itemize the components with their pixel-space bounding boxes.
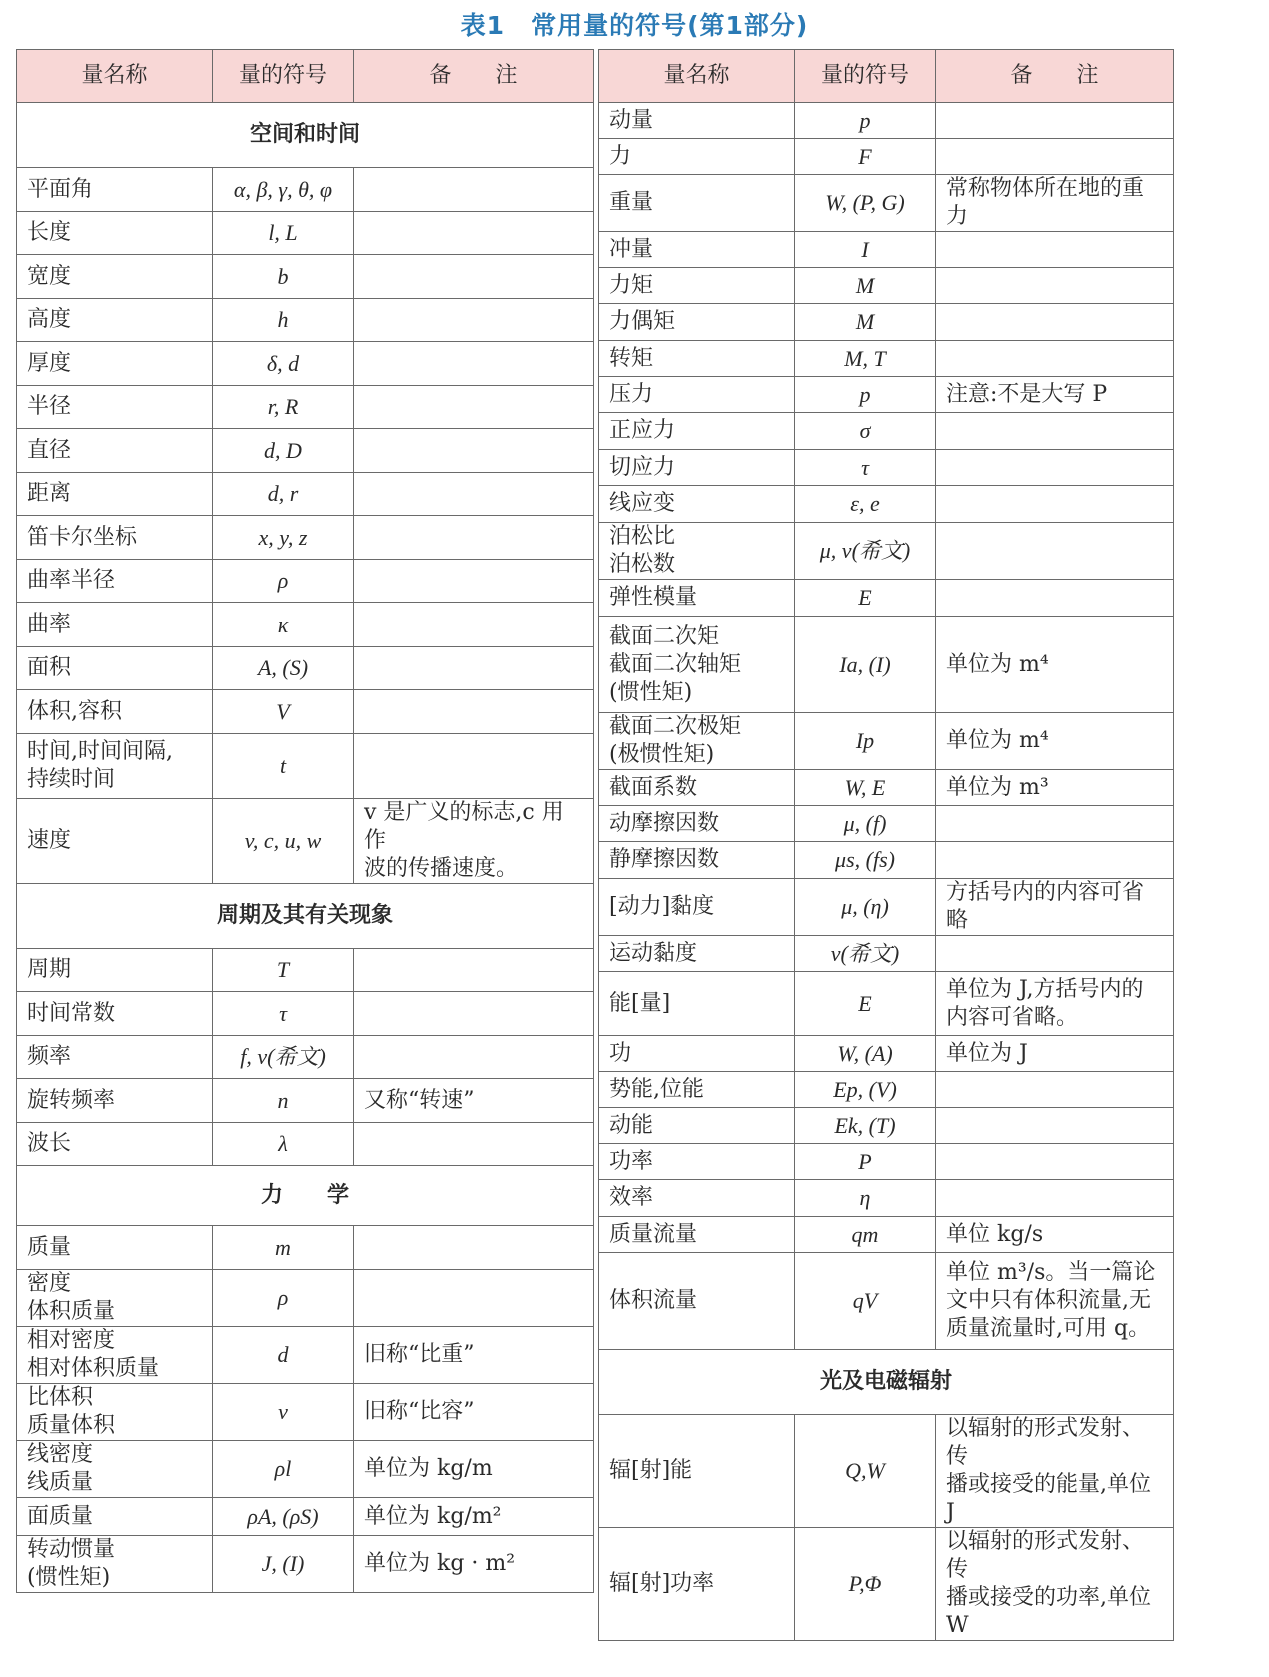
remark-cell: 单位 m³/s。当一篇论 文中只有体积流量,无 质量流量时,可用 q。 [936,1253,1174,1350]
quantity-symbol-cell: W, (P, G) [795,175,936,232]
remark-cell [354,1123,594,1166]
quantity-symbol-cell: η [795,1180,936,1217]
table-row [599,1180,1174,1217]
table-row [599,1415,1174,1528]
quantity-symbol-cell: f, ν(希文) [213,1036,354,1079]
remark-cell [354,647,594,690]
remark-cell [354,429,594,473]
table-row [599,1528,1174,1641]
header-name: 量名称 [599,50,795,103]
quantity-name-cell: 波长 [17,1123,213,1166]
quantity-symbol-cell: W, (A) [795,1036,936,1072]
section-heading: 光及电磁辐射 [599,1350,1174,1415]
remark-cell [936,1108,1174,1144]
quantity-symbol-cell: λ [213,1123,354,1166]
quantity-name-cell: 泊松比 泊松数 [599,523,795,580]
table-row [599,103,1174,139]
quantity-symbol-cell: κ [213,603,354,647]
quantity-name-cell: 功率 [599,1144,795,1180]
quantity-name-cell: 距离 [17,473,213,516]
quantity-symbol-cell: d, r [213,473,354,516]
remark-cell [354,473,594,516]
table-row [17,386,594,429]
quantity-symbol-cell: Ia, (I) [795,617,936,713]
quantity-name-cell: 截面系数 [599,770,795,806]
table-row [17,992,594,1036]
quantity-name-cell: 动量 [599,103,795,139]
header-symbol: 量的符号 [795,50,936,103]
remark-cell [354,168,594,212]
remark-cell [354,690,594,734]
table-row [599,1253,1174,1350]
table-row [599,842,1174,879]
remark-cell [936,806,1174,842]
quantity-symbol-cell: Ip [795,713,936,770]
quantity-name-cell: 正应力 [599,413,795,450]
table-row [599,713,1174,770]
table-row [599,580,1174,617]
remark-cell [354,992,594,1036]
table-row [17,1327,594,1384]
quantity-name-cell: 曲率 [17,603,213,647]
quantity-symbol-cell: M, T [795,341,936,377]
quantity-symbol-cell: n [213,1079,354,1123]
quantity-symbol-cell: v, c, u, w [213,799,354,884]
quantity-symbol-cell: μ, ν(希文) [795,523,936,580]
remark-cell [354,603,594,647]
quantity-name-cell: 体积流量 [599,1253,795,1350]
quantity-name-cell: 线密度 线质量 [17,1441,213,1498]
quantity-name-cell: 平面角 [17,168,213,212]
table-row [17,799,594,884]
remark-cell [936,413,1174,450]
remark-cell: 旧称“比重” [354,1327,594,1384]
quantity-name-cell: 厚度 [17,342,213,386]
quantity-symbol-cell: d [213,1327,354,1384]
remark-cell [936,341,1174,377]
quantity-name-cell: 弹性模量 [599,580,795,617]
quantity-symbol-cell: A, (S) [213,647,354,690]
quantity-name-cell: 时间常数 [17,992,213,1036]
quantity-name-cell: 冲量 [599,232,795,268]
quantity-name-cell: 密度 体积质量 [17,1270,213,1327]
section-row [17,103,594,168]
left-table [16,49,594,1593]
quantity-name-cell: 效率 [599,1180,795,1217]
table-row [17,734,594,799]
table-row [17,560,594,603]
quantity-symbol-cell: qV [795,1253,936,1350]
quantity-symbol-cell: r, R [213,386,354,429]
quantity-name-cell: 频率 [17,1036,213,1079]
header-symbol: 量的符号 [213,50,354,103]
table-row [17,1079,594,1123]
right-table [598,49,1174,1641]
quantity-symbol-cell: Ep, (V) [795,1072,936,1108]
table-row [17,299,594,342]
remark-cell: 又称“转速” [354,1079,594,1123]
table-row [599,450,1174,486]
remark-cell: 单位为 kg/m² [354,1498,594,1536]
remark-cell: 单位为 kg/m [354,1441,594,1498]
quantity-name-cell: 辐[射]能 [599,1415,795,1528]
quantity-name-cell: 转动惯量 (惯性矩) [17,1536,213,1593]
remark-cell: 单位为 J,方括号内的 内容可省略。 [936,972,1174,1036]
remark-cell: 单位为 m³ [936,770,1174,806]
quantity-symbol-cell: ρ [213,560,354,603]
remark-cell [936,268,1174,304]
table-row [599,268,1174,304]
table-row [599,617,1174,713]
section-row [17,1166,594,1226]
quantity-name-cell: 压力 [599,377,795,413]
quantity-symbol-cell: ρA, (ρS) [213,1498,354,1536]
quantity-name-cell: 比体积 质量体积 [17,1384,213,1441]
remark-cell [354,255,594,299]
quantity-name-cell: [动力]黏度 [599,879,795,936]
quantity-name-cell: 长度 [17,212,213,255]
quantity-symbol-cell: μ, (η) [795,879,936,936]
table-row [17,1123,594,1166]
remark-cell [936,580,1174,617]
quantity-name-cell: 速度 [17,799,213,884]
quantity-name-cell: 半径 [17,386,213,429]
quantity-name-cell: 相对密度 相对体积质量 [17,1327,213,1384]
quantity-symbol-cell: Ek, (T) [795,1108,936,1144]
quantity-name-cell: 辐[射]功率 [599,1528,795,1641]
remark-cell [354,949,594,992]
table-row [599,972,1174,1036]
table-row [599,936,1174,972]
remark-cell [936,139,1174,175]
quantity-symbol-cell: m [213,1226,354,1270]
table-row [599,1108,1174,1144]
quantity-name-cell: 重量 [599,175,795,232]
remark-cell [354,1036,594,1079]
remark-cell: v 是广义的标志,c 用作 波的传播速度。 [354,799,594,884]
table-row [599,377,1174,413]
table-row [599,486,1174,523]
remark-cell [936,103,1174,139]
quantity-name-cell: 质量流量 [599,1217,795,1253]
quantity-symbol-cell: δ, d [213,342,354,386]
quantity-name-cell: 直径 [17,429,213,473]
quantity-name-cell: 面积 [17,647,213,690]
table-row [599,1036,1174,1072]
table-row [17,690,594,734]
quantity-symbol-cell: M [795,268,936,304]
table-row [17,168,594,212]
quantity-symbol-cell: d, D [213,429,354,473]
quantity-symbol-cell: W, E [795,770,936,806]
table-row [599,1217,1174,1253]
quantity-name-cell: 力偶矩 [599,304,795,341]
quantity-symbol-cell: qm [795,1217,936,1253]
remark-cell [354,1270,594,1327]
remark-cell [936,1180,1174,1217]
quantity-name-cell: 曲率半径 [17,560,213,603]
remark-cell [354,212,594,255]
table-row [17,429,594,473]
quantity-symbol-cell: E [795,972,936,1036]
quantity-name-cell: 运动黏度 [599,936,795,972]
quantity-symbol-cell: J, (I) [213,1536,354,1593]
remark-cell: 旧称“比容” [354,1384,594,1441]
quantity-symbol-cell: Q,W [795,1415,936,1528]
quantity-name-cell: 线应变 [599,486,795,523]
table-row [17,516,594,560]
table-row [17,1270,594,1327]
header-remark: 备 注 [354,50,594,103]
remark-cell: 方括号内的内容可省略 [936,879,1174,936]
remark-cell: 单位为 J [936,1036,1174,1072]
remark-cell [354,342,594,386]
quantity-symbol-cell: l, L [213,212,354,255]
quantity-symbol-cell: T [213,949,354,992]
quantity-symbol-cell: P [795,1144,936,1180]
table-row [599,879,1174,936]
remark-cell [354,560,594,603]
quantity-name-cell: 静摩擦因数 [599,842,795,879]
table-row [17,1536,594,1593]
quantity-name-cell: 体积,容积 [17,690,213,734]
table-row [599,232,1174,268]
quantity-name-cell: 时间,时间间隔, 持续时间 [17,734,213,799]
remark-cell: 单位为 m⁴ [936,617,1174,713]
quantity-symbol-cell: b [213,255,354,299]
remark-cell: 常称物体所在地的重力 [936,175,1174,232]
remark-cell [354,1226,594,1270]
remark-cell [936,232,1174,268]
quantity-symbol-cell: F [795,139,936,175]
remark-cell [354,734,594,799]
remark-cell [936,304,1174,341]
table-title: 表1 常用量的符号(第1部分) [460,11,809,40]
quantity-symbol-cell: P,Φ [795,1528,936,1641]
remark-cell [354,299,594,342]
remark-cell: 以辐射的形式发射、传 播或接受的功率,单位 W [936,1528,1174,1641]
section-heading: 空间和时间 [17,103,594,168]
table-row [17,1226,594,1270]
quantity-name-cell: 能[量] [599,972,795,1036]
table-row [17,1441,594,1498]
remark-cell [936,486,1174,523]
quantity-name-cell: 切应力 [599,450,795,486]
quantity-name-cell: 宽度 [17,255,213,299]
quantity-name-cell: 动能 [599,1108,795,1144]
table-row [17,1036,594,1079]
remark-cell: 单位为 m⁴ [936,713,1174,770]
table-row [17,473,594,516]
table-row [599,1072,1174,1108]
table-row [17,949,594,992]
section-row [599,1350,1174,1415]
table-row [17,212,594,255]
remark-cell: 单位为 kg · m² [354,1536,594,1593]
quantity-symbol-cell: V [213,690,354,734]
quantity-symbol-cell: ν(希文) [795,936,936,972]
quantity-symbol-cell: h [213,299,354,342]
quantity-name-cell: 笛卡尔坐标 [17,516,213,560]
remark-cell: 注意:不是大写 P [936,377,1174,413]
table-row [599,523,1174,580]
table-row [599,341,1174,377]
table-row [17,342,594,386]
table-row [599,1144,1174,1180]
section-heading: 周期及其有关现象 [17,884,594,949]
remark-cell [936,450,1174,486]
table-row [599,139,1174,175]
quantity-symbol-cell: p [795,103,936,139]
quantity-name-cell: 面质量 [17,1498,213,1536]
quantity-symbol-cell: ρl [213,1441,354,1498]
quantity-name-cell: 质量 [17,1226,213,1270]
quantity-name-cell: 力矩 [599,268,795,304]
quantity-symbol-cell: p [795,377,936,413]
quantity-symbol-cell: M [795,304,936,341]
remark-cell [936,1072,1174,1108]
quantity-symbol-cell: ρ [213,1270,354,1327]
quantity-name-cell: 功 [599,1036,795,1072]
header-remark: 备 注 [936,50,1174,103]
table-row [17,255,594,299]
table-row [17,603,594,647]
quantity-name-cell: 高度 [17,299,213,342]
quantity-symbol-cell: σ [795,413,936,450]
quantity-symbol-cell: μ, (f) [795,806,936,842]
table-row [599,770,1174,806]
quantity-name-cell: 势能,位能 [599,1072,795,1108]
quantity-symbol-cell: α, β, γ, θ, φ [213,168,354,212]
quantity-name-cell: 截面二次极矩 (极惯性矩) [599,713,795,770]
quantity-symbol-cell: ε, e [795,486,936,523]
quantity-symbol-cell: I [795,232,936,268]
quantity-symbol-cell: τ [795,450,936,486]
remark-cell [936,842,1174,879]
table-row [599,413,1174,450]
remark-cell: 单位 kg/s [936,1217,1174,1253]
section-row [17,884,594,949]
remark-cell [936,1144,1174,1180]
quantity-name-cell: 转矩 [599,341,795,377]
table-row [17,1498,594,1536]
quantity-name-cell: 力 [599,139,795,175]
table-row [17,647,594,690]
remark-cell: 以辐射的形式发射、传 播或接受的能量,单位 J [936,1415,1174,1528]
quantity-symbol-cell: x, y, z [213,516,354,560]
table-row [599,806,1174,842]
quantity-symbol-cell: t [213,734,354,799]
quantity-symbol-cell: τ [213,992,354,1036]
quantity-name-cell: 旋转频率 [17,1079,213,1123]
remark-cell [354,516,594,560]
quantity-symbol-cell: μs, (fs) [795,842,936,879]
table-row [599,304,1174,341]
quantity-symbol-cell: v [213,1384,354,1441]
remark-cell [936,936,1174,972]
remark-cell [936,523,1174,580]
remark-cell [354,386,594,429]
quantity-name-cell: 动摩擦因数 [599,806,795,842]
header-name: 量名称 [17,50,213,103]
table-row [599,175,1174,232]
table-row [17,1384,594,1441]
section-heading: 力 学 [17,1166,594,1226]
quantity-symbol-cell: E [795,580,936,617]
quantity-name-cell: 周期 [17,949,213,992]
quantity-name-cell: 截面二次矩 截面二次轴矩 (惯性矩) [599,617,795,713]
